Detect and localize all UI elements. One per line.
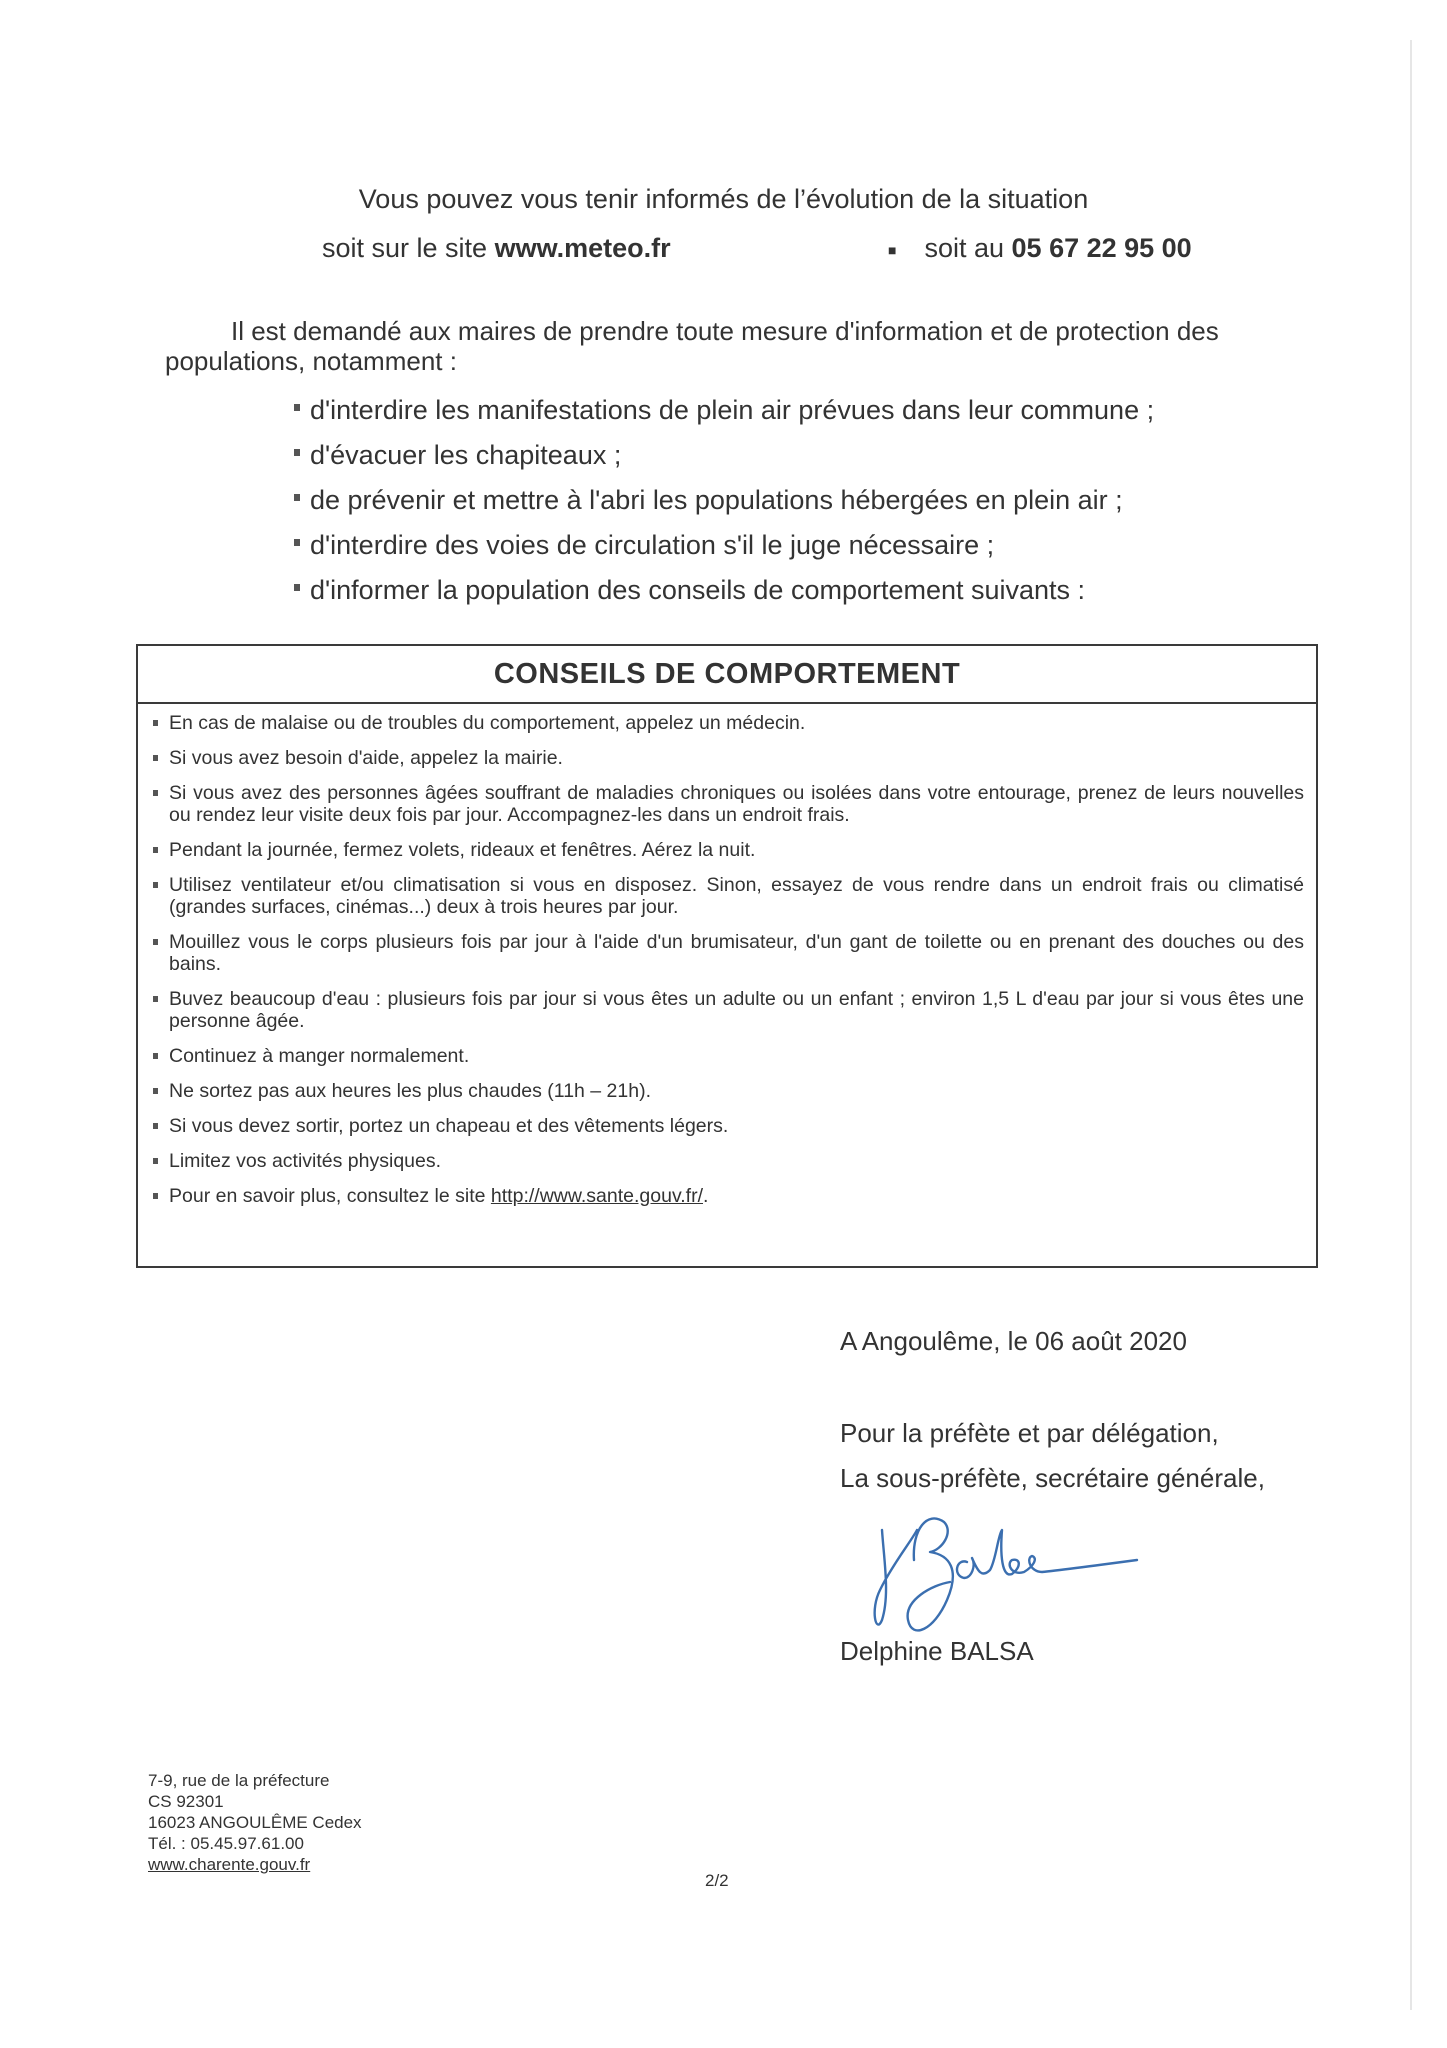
title-line: La sous-préfète, secrétaire générale, xyxy=(840,1463,1265,1493)
delegation-line: Pour la préfète et par délégation, xyxy=(840,1418,1219,1448)
advice-item xyxy=(153,1150,1304,1172)
advice-text: En cas de malaise ou de troubles du comportement, appelez un médecin. xyxy=(169,712,806,734)
phone-line: Tél. : 05.45.97.61.00 xyxy=(148,1834,304,1853)
bullet-icon: ■ xyxy=(888,241,897,258)
address-line: CS 92301 xyxy=(148,1792,224,1811)
bullet-icon xyxy=(294,449,300,456)
page-number: 2/2 xyxy=(705,1871,729,1890)
info-phone-prefix: soit au xyxy=(924,233,1012,263)
advice-text: Continuez à manger normalement. xyxy=(169,1045,470,1067)
measure-item xyxy=(294,525,1154,570)
page-edge xyxy=(1410,40,1412,2010)
signature-strokes xyxy=(875,1518,1137,1630)
measure-item xyxy=(294,390,1154,435)
measure-text: d'interdire les manifestations de plein air prévues dans leur commune ; xyxy=(310,395,1155,425)
bullet-icon xyxy=(153,755,158,761)
advice-item xyxy=(153,712,1304,734)
advice-box xyxy=(136,644,1318,1268)
advice-item xyxy=(153,839,1304,861)
measure-item xyxy=(294,570,1154,615)
measure-item xyxy=(294,480,1154,525)
bullet-icon xyxy=(294,494,300,501)
meteo-site-link[interactable]: www.meteo.fr xyxy=(494,233,671,263)
advice-item xyxy=(153,931,1304,975)
advice-text: Si vous devez sortir, portez un chapeau et des vêtements légers. xyxy=(169,1115,729,1137)
advice-item xyxy=(153,1185,1304,1207)
advice-item xyxy=(153,747,1304,769)
bullet-icon xyxy=(153,790,158,796)
advice-text: Ne sortez pas aux heures les plus chaudes (11h – 21h). xyxy=(169,1080,652,1102)
bullet-icon xyxy=(294,404,300,411)
bullet-icon xyxy=(294,539,300,546)
charente-site-link[interactable]: www.charente.gouv.fr xyxy=(148,1855,311,1874)
advice-item xyxy=(153,988,1304,1032)
bullet-icon xyxy=(153,1053,158,1059)
measure-text: d'évacuer les chapiteaux ; xyxy=(310,440,622,470)
advice-item xyxy=(153,1080,1304,1102)
advice-item xyxy=(153,782,1304,826)
info-phone xyxy=(888,233,1192,264)
advice-text: Si vous avez besoin d'aide, appelez la mairie. xyxy=(169,747,563,769)
bullet-icon xyxy=(153,1088,158,1094)
bullet-icon xyxy=(153,720,158,726)
advice-box-title: CONSEILS DE COMPORTEMENT xyxy=(138,646,1316,704)
handwritten-signature xyxy=(872,1500,1142,1645)
advice-text: Si vous avez des personnes âgées souffrant de maladies chroniques ou isolées dans votre entourage, prenez de leurs nouvelles ou rendez leur visite deux fois par jour. Accompagnez-les dans un endroit frais. xyxy=(169,782,1304,826)
advice-list xyxy=(138,712,1316,1207)
bullet-icon xyxy=(153,1158,158,1164)
measure-item xyxy=(294,435,1154,480)
bullet-icon xyxy=(153,939,158,945)
signature-stroke xyxy=(957,1530,1137,1578)
sante-site-link[interactable]: http://www.sante.gouv.fr/ xyxy=(490,1185,703,1207)
phone-number: 05 67 22 95 00 xyxy=(1011,233,1192,263)
advice-text: Mouillez vous le corps plusieurs fois par jour à l'aide d'un brumisateur, d'un gant de toilette ou en prenant des douches ou des bains. xyxy=(169,931,1304,975)
intro-paragraph: Il est demandé aux maires de prendre toute mesure d'information et de protection des populations, notamment : xyxy=(165,316,1219,376)
signatory-name: Delphine BALSA xyxy=(840,1636,1034,1666)
place-date: A Angoulême, le 06 août 2020 xyxy=(840,1326,1187,1356)
advice-text: Utilisez ventilateur et/ou climatisation si vous en disposez. Sinon, essayez de vous rendre dans un endroit frais ou climatisé (grandes surfaces, cinémas...) deux à trois heures par jour. xyxy=(169,874,1304,918)
advice-item xyxy=(153,1045,1304,1067)
measure-text: de prévenir et mettre à l'abri les populations hébergées en plein air ; xyxy=(310,485,1123,515)
advice-text: Pour en savoir plus, consultez le site xyxy=(169,1185,491,1207)
advice-text: Limitez vos activités physiques. xyxy=(169,1150,442,1172)
advice-text: Pendant la journée, fermez volets, rideaux et fenêtres. Aérez la nuit. xyxy=(169,839,756,861)
bullet-icon xyxy=(294,584,300,591)
bullet-icon xyxy=(153,847,158,853)
advice-suffix: . xyxy=(703,1185,709,1207)
advice-item xyxy=(153,874,1304,918)
address-line: 7-9, rue de la préfecture xyxy=(148,1771,330,1790)
info-site xyxy=(322,233,671,264)
advice-item xyxy=(153,1115,1304,1137)
address-line: 16023 ANGOULÊME Cedex xyxy=(148,1813,362,1832)
info-line: Vous pouvez vous tenir informés de l’évolution de la situation xyxy=(358,184,1089,214)
measures-list xyxy=(294,390,1154,615)
bullet-icon xyxy=(153,1123,158,1129)
bullet-icon xyxy=(153,1193,158,1199)
measure-text: d'informer la population des conseils de comportement suivants : xyxy=(310,575,1086,605)
footer-address xyxy=(148,1770,362,1875)
bullet-icon xyxy=(153,996,158,1002)
info-site-prefix: soit sur le site xyxy=(322,233,495,263)
advice-text: Buvez beaucoup d'eau : plusieurs fois par jour si vous êtes un adulte ou un enfant ; environ 1,5 L d'eau par jour si vous êtes une personne âgée. xyxy=(169,988,1304,1032)
bullet-icon xyxy=(153,882,158,888)
measure-text: d'interdire des voies de circulation s'il le juge nécessaire ; xyxy=(310,530,995,560)
signature-stroke xyxy=(875,1530,917,1625)
